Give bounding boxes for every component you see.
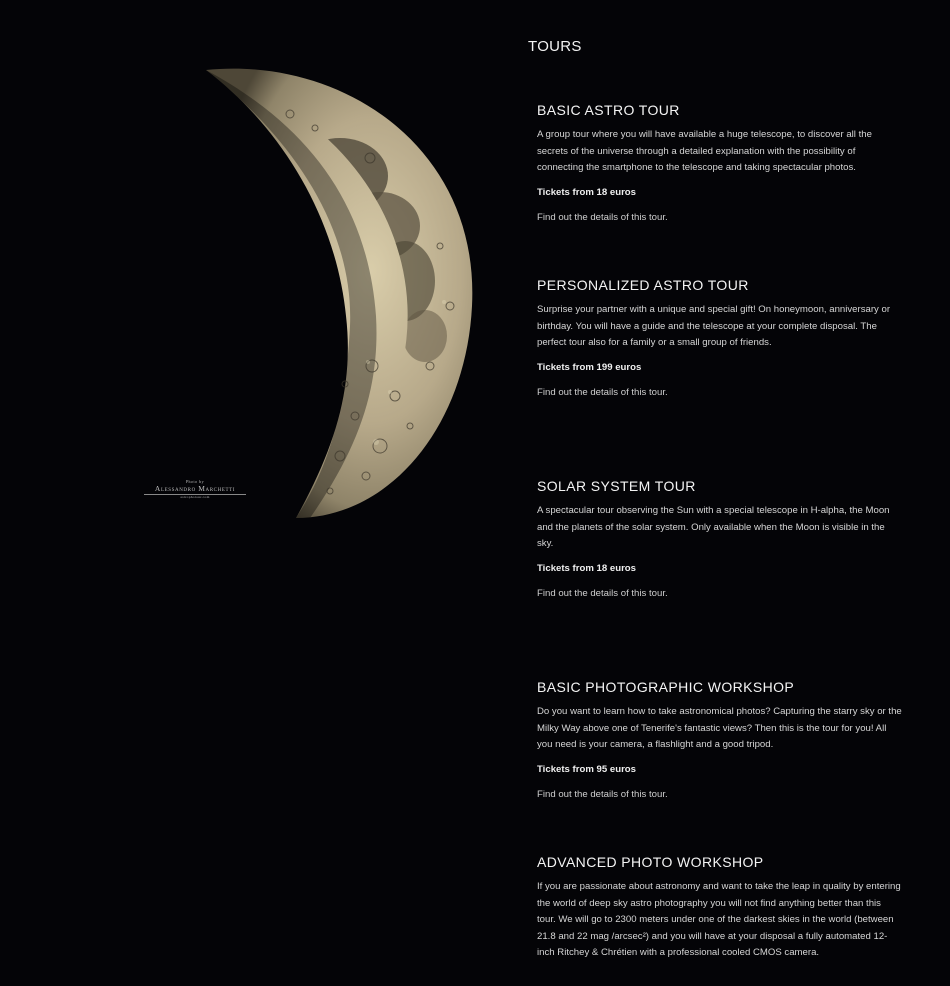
section-title: TOURS [528,38,582,55]
tour-description: A group tour where you will have available a huge telescope, to discover all the secrets of the universe through a detailed explanation with the possibility of connecting the smartphone to the telescope and taking spectacular photos. [537,129,872,174]
photo-credit [140,480,250,499]
tour-card-basic-photo-workshop [537,678,902,803]
tour-card-solar-system [537,477,902,602]
tour-title: PERSONALIZED ASTRO TOUR [537,277,749,293]
tour-title: BASIC ASTRO TOUR [537,102,680,118]
tour-title: BASIC PHOTOGRAPHIC WORKSHOP [537,679,795,695]
tour-card-advanced-photo-workshop [537,853,902,962]
tour-details-link[interactable]: Find out the details of this tour. [537,788,668,800]
photo-credit-site: astrophotour.com [180,494,210,499]
tour-card-basic-astro [537,101,902,226]
moon-photo [140,66,480,522]
tour-price: Tickets from 95 euros [537,763,637,775]
moon-image [140,66,480,522]
tour-title: ADVANCED PHOTO WORKSHOP [537,854,764,870]
tour-title: SOLAR SYSTEM TOUR [537,478,696,494]
tour-description: Do you want to learn how to take astronomical photos? Capturing the starry sky or the Milky Way above one of Tenerife's fantastic views? Then this is the tour for you! All you need is your camera, a flashlight and a good tripod. [537,706,902,751]
tour-description: A spectacular tour observing the Sun with a special telescope in H-alpha, the Moon and the planets of the solar system. Only available when the Moon is visible in the sky. [537,505,890,550]
tour-details-link[interactable]: Find out the details of this tour. [537,587,668,599]
tour-price: Tickets from 18 euros [537,186,637,198]
tour-details-link[interactable]: Find out the details of this tour. [537,386,668,398]
tour-details-link[interactable]: Find out the details of this tour. [537,211,668,223]
tour-card-personalized-astro [537,276,902,401]
tour-price: Tickets from 199 euros [537,361,642,373]
tour-description: Surprise your partner with a unique and special gift! On honeymoon, anniversary or birthday. You will have a guide and the telescope at your complete disposal. The perfect tour also for a family or a small group of friends. [537,304,891,349]
photo-credit-name: Alessandro Marchetti [144,485,246,495]
tour-price: Tickets from 18 euros [537,562,637,574]
tour-description: If you are passionate about astronomy and want to take the leap in quality by entering the world of deep sky astro photography you will not find anything better than this tour. We will go to 2300 meters under one of the darkest skies in the world (between 21.8 and 22 mag /arcsec²) and you will have at your disposal a fully automated 12-inch Ritchey & Chrétien with a professional cooled CMOS camera. [537,881,901,959]
photo-credit-label: Photo by [185,479,205,484]
